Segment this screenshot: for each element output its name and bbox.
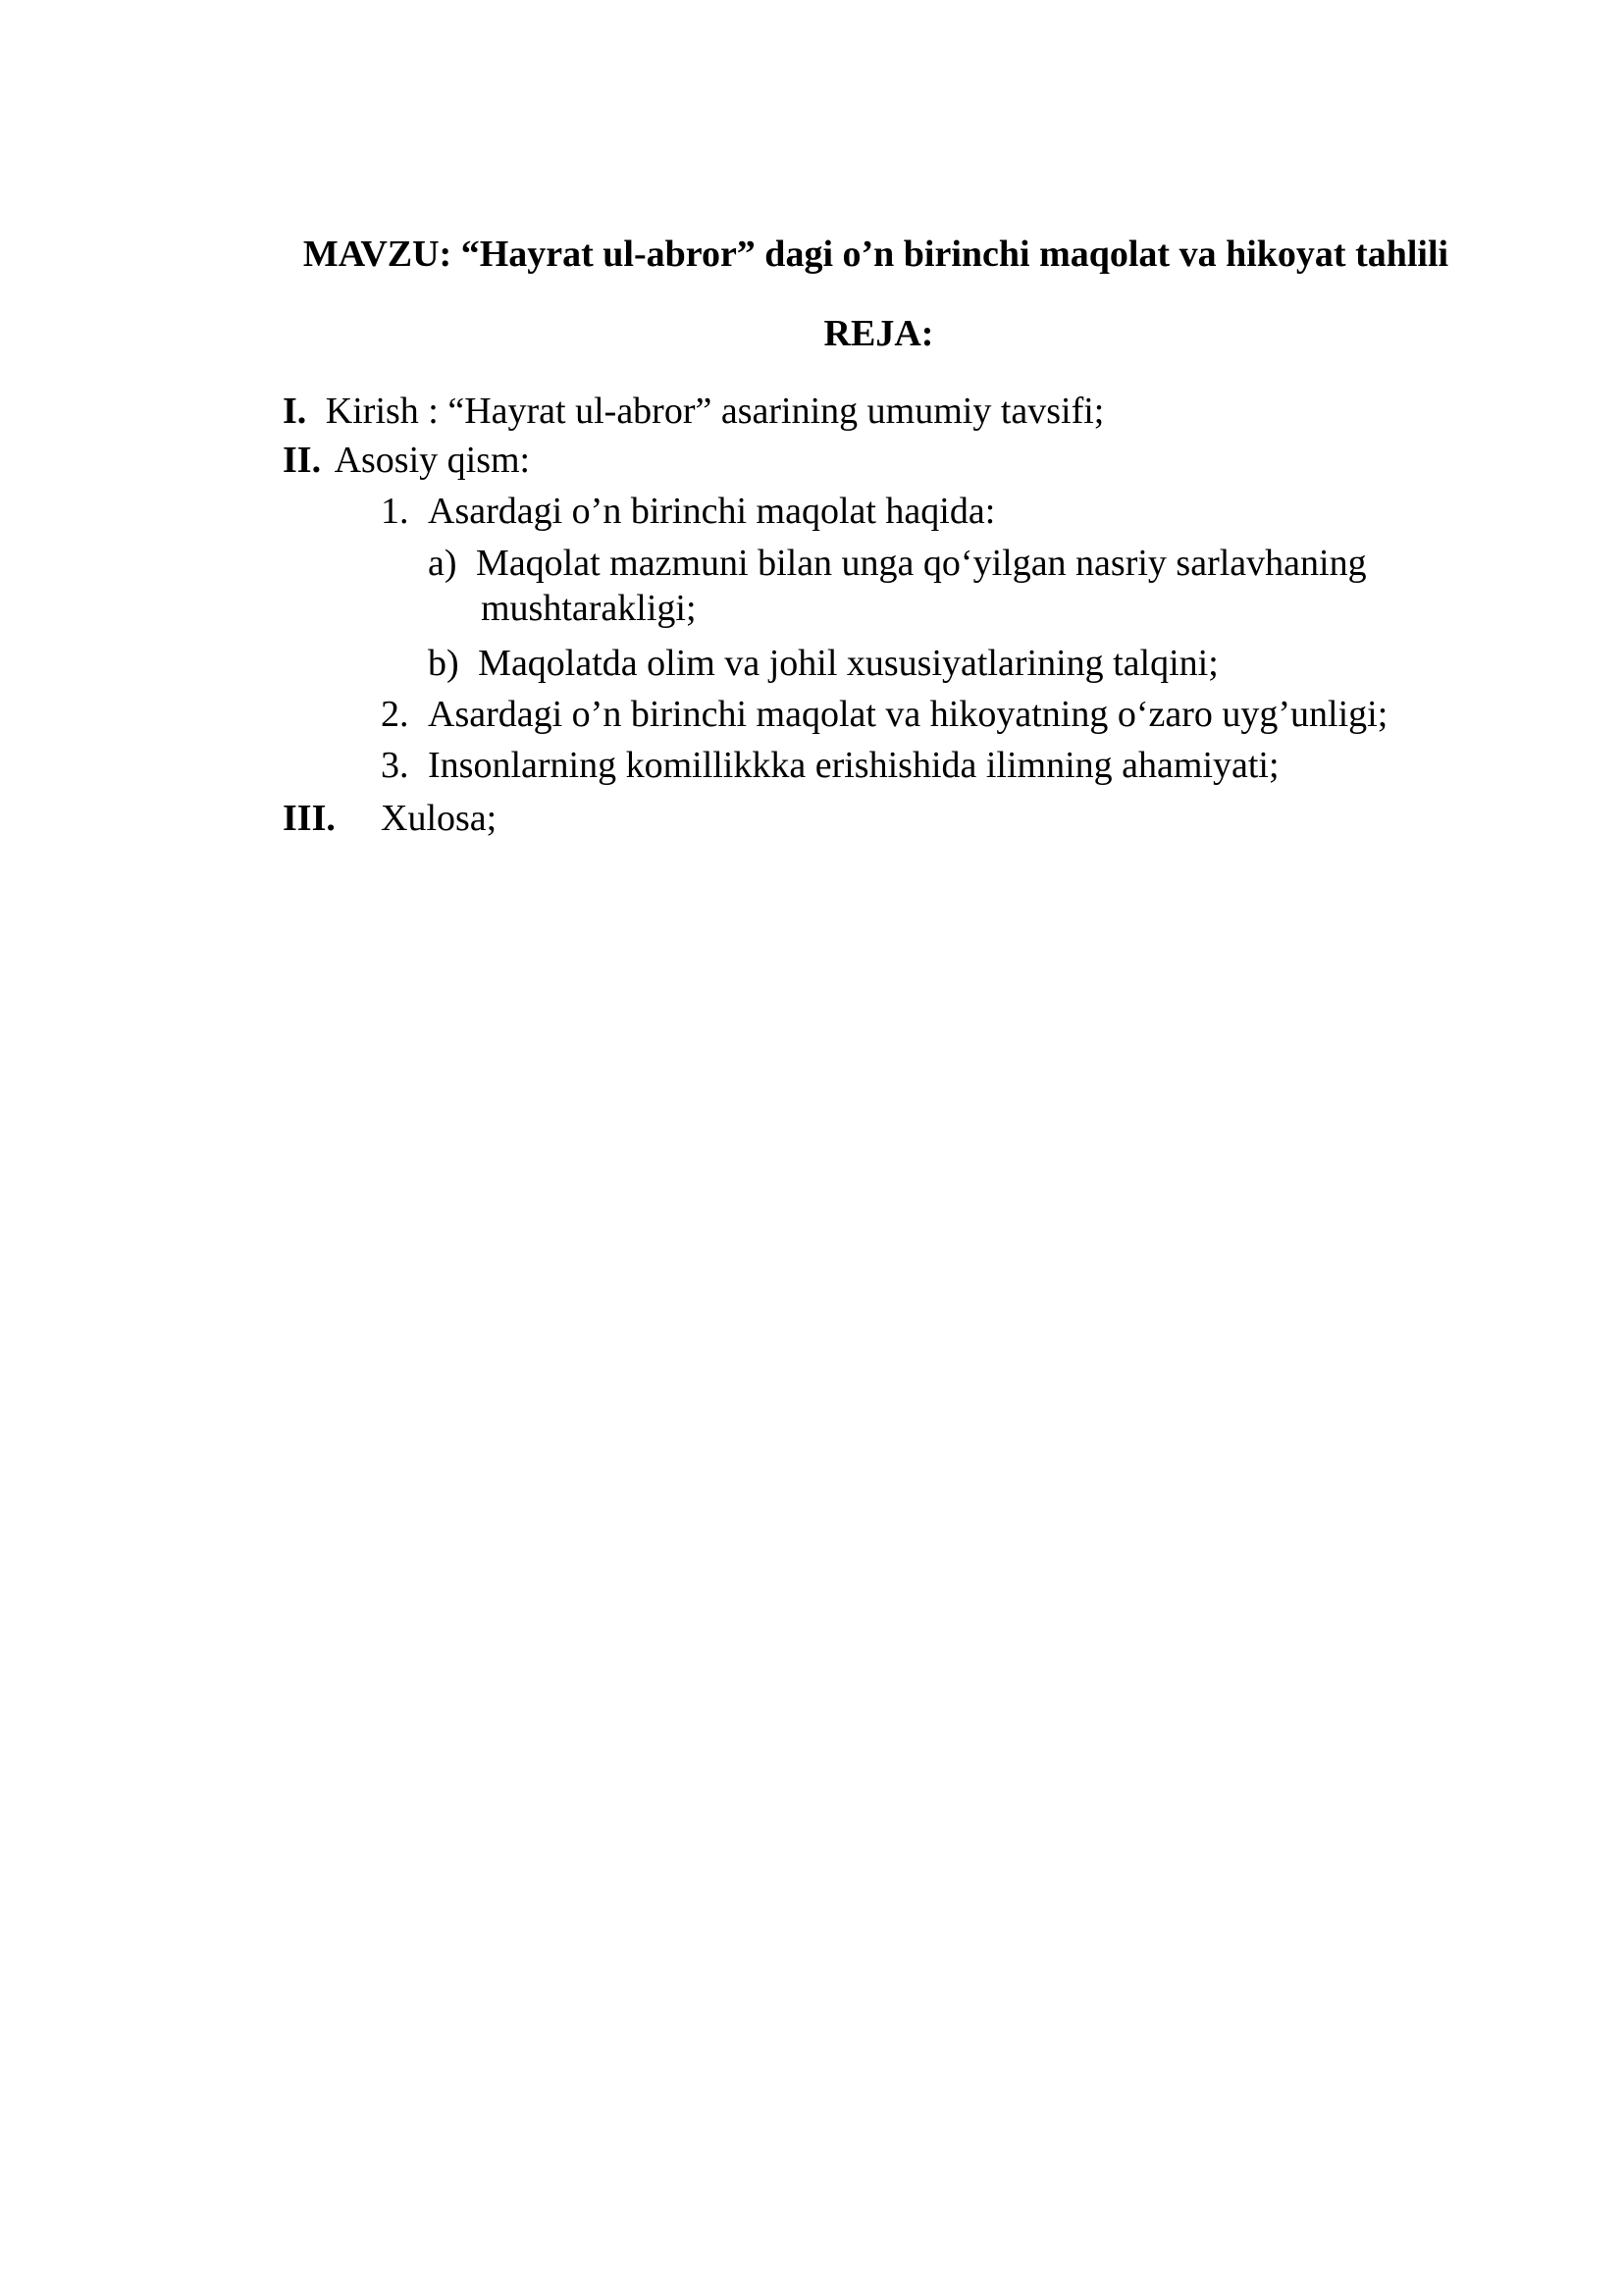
outline-item-2-1-a-continuation: mushtarakligi; — [481, 588, 697, 629]
outline-text: Asosiy qism: — [334, 440, 531, 481]
outline-item-2-1-a — [428, 538, 1367, 589]
outline-item-2-2 — [381, 689, 1388, 740]
outline-item-2-1 — [381, 486, 995, 537]
outline-marker: a) — [428, 543, 457, 584]
outline-marker: 2. — [381, 694, 409, 735]
outline-marker: III. — [283, 798, 336, 839]
outline-item-2-3 — [381, 740, 1280, 791]
outline-item-2 — [283, 435, 530, 486]
plan-heading: REJA: — [823, 313, 934, 354]
outline-marker: 3. — [381, 745, 409, 786]
outline-item-3 — [283, 793, 336, 844]
outline-marker: b) — [428, 643, 459, 684]
title-text: MAVZU: “Hayrat ul-abror” dagi o’n birinchi maqolat va hikoyat tahlili — [302, 234, 1449, 275]
outline-marker: I. — [283, 391, 307, 432]
outline-item-1 — [283, 386, 1104, 437]
outline-marker: 1. — [381, 491, 409, 532]
outline-text: Asardagi o’n birinchi maqolat haqida: — [428, 491, 996, 532]
outline-text: Insonlarning komillikkka erishishida ilimning ahamiyati; — [428, 745, 1280, 786]
outline-text: Asardagi o’n birinchi maqolat va hikoyatning o‘zaro uyg’unligi; — [428, 694, 1388, 735]
outline-item-3-text: Xulosa; — [381, 798, 498, 839]
outline-text: Maqolatda olim va johil xususiyatlarining talqini; — [478, 643, 1219, 684]
outline-text: Kirish : “Hayrat ul-abror” asarining umumiy tavsifi; — [325, 391, 1105, 432]
document-title — [0, 229, 1624, 280]
outline-marker: II. — [283, 440, 322, 481]
outline-text: Maqolat mazmuni bilan unga qo‘yilgan nasriy sarlavhaning — [476, 543, 1367, 584]
outline-item-2-1-b — [428, 638, 1219, 689]
